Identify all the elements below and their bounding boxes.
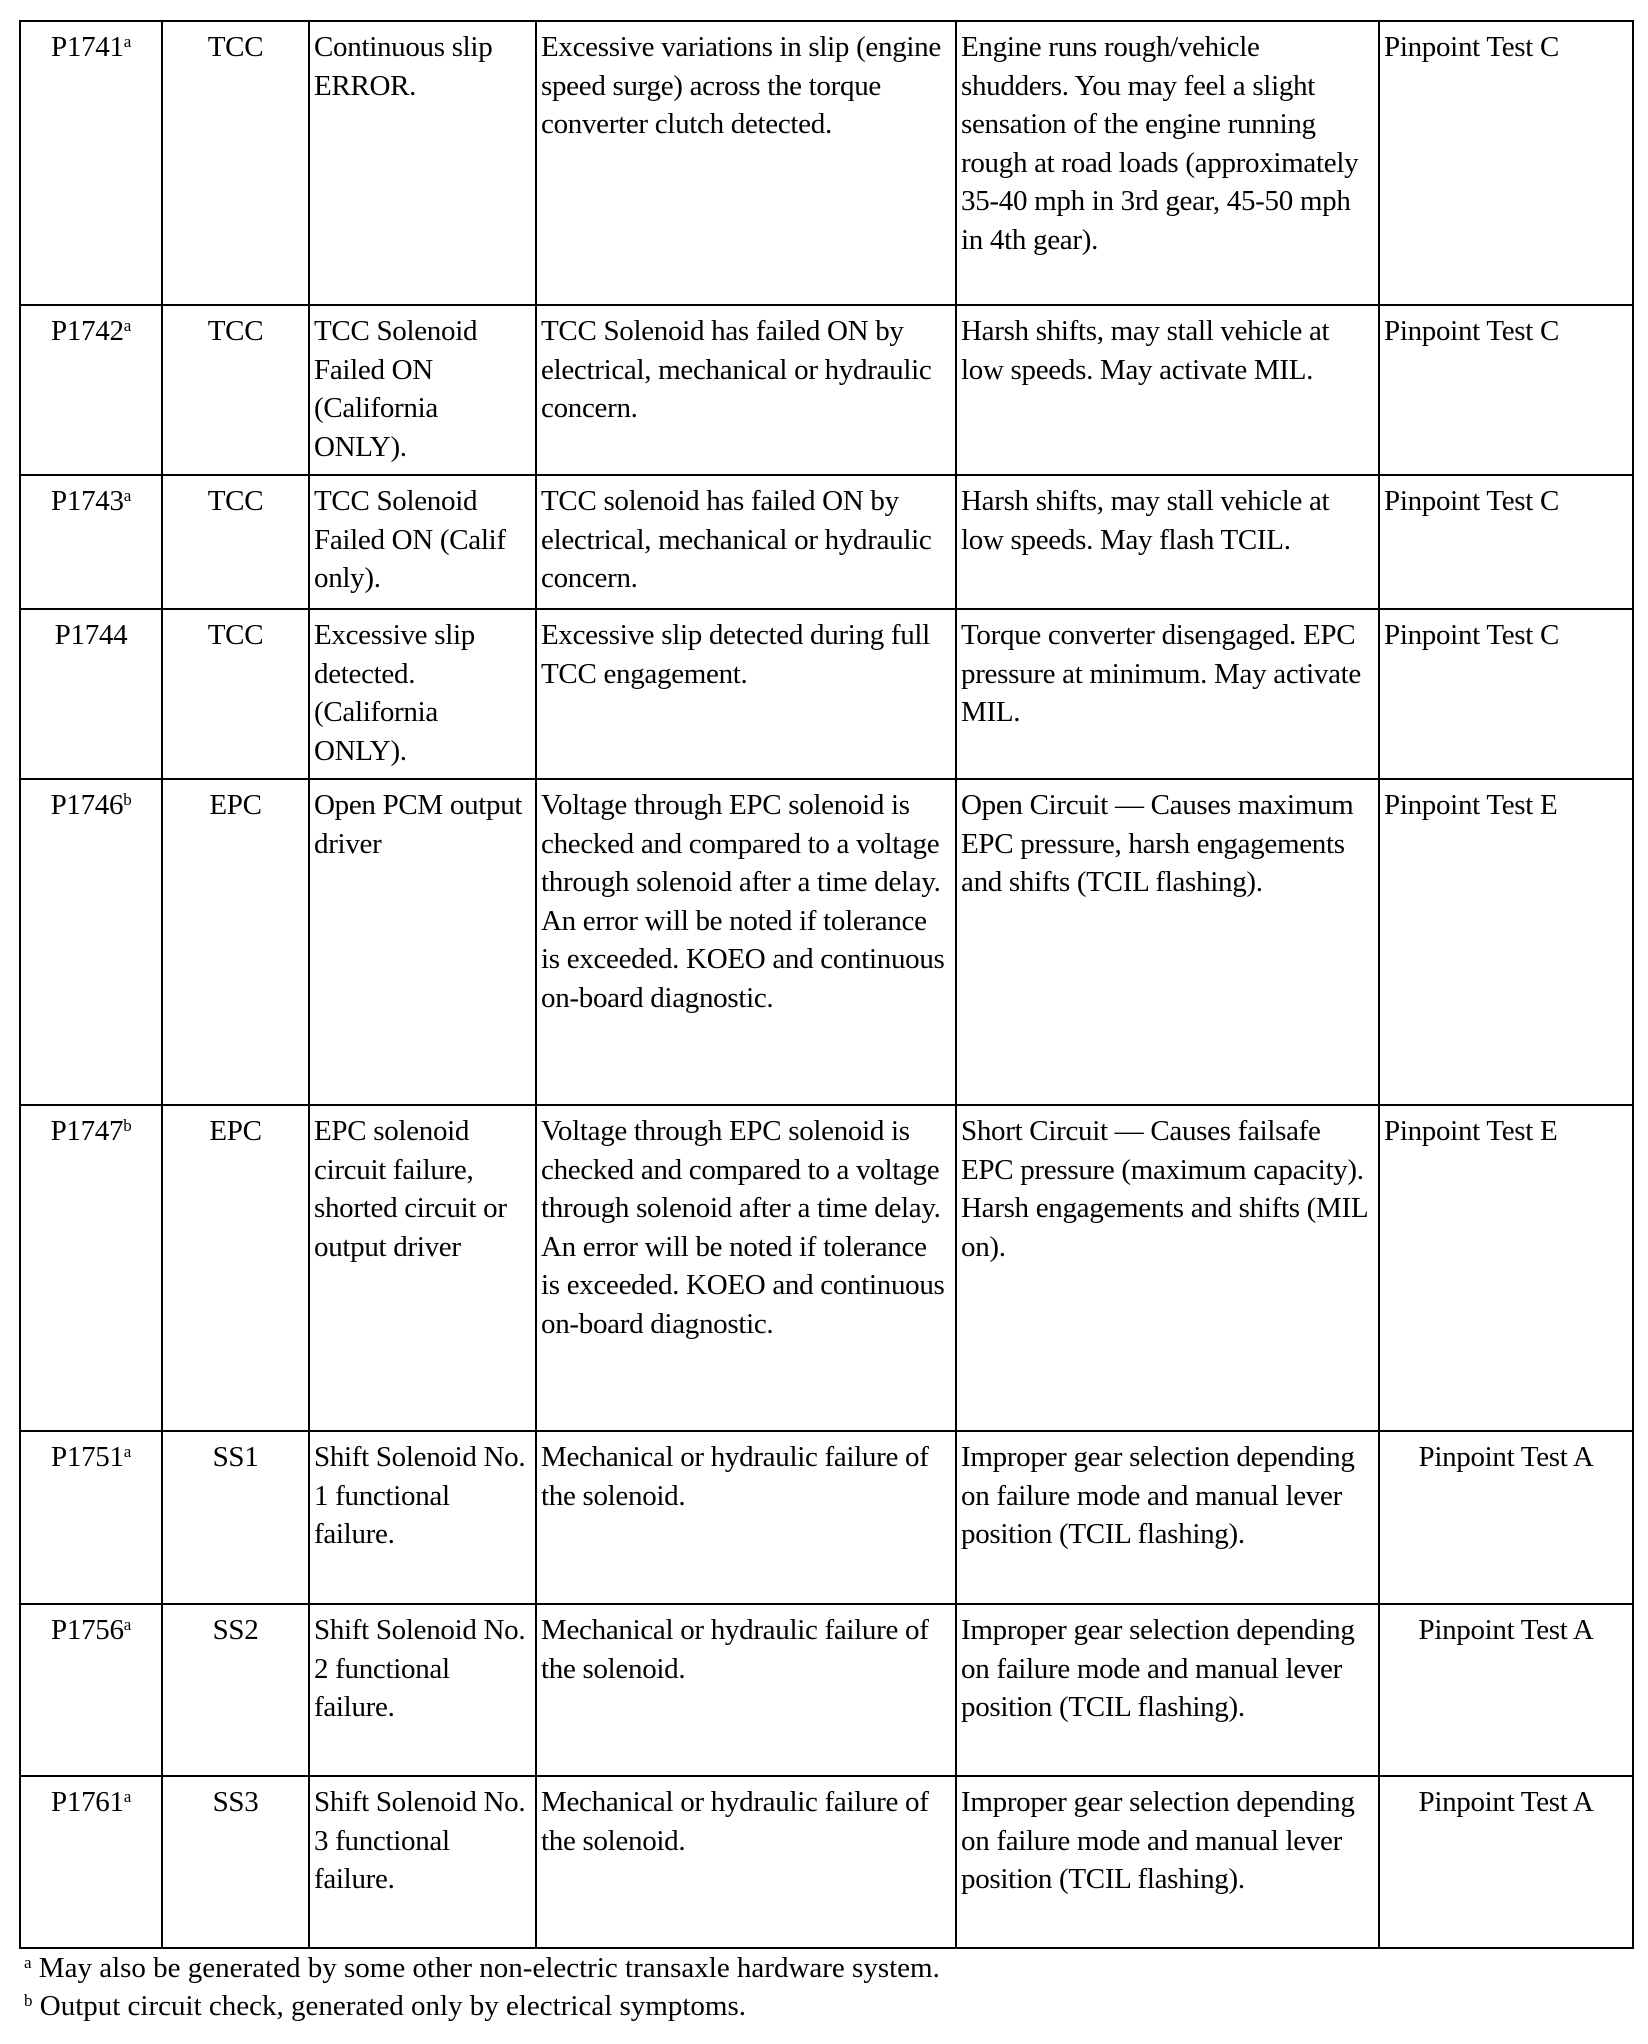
cell-condition [309,1431,536,1604]
condition-text: Continuous slip ERROR. [314,31,493,102]
cell-action [1379,1604,1633,1776]
component-text: TCC [207,31,264,63]
dtc-code-text: P1747 [50,1115,124,1147]
footnote-ref: a [123,316,131,335]
cell-description [536,1776,956,1948]
cell-dtc-code [20,1105,162,1431]
dtc-code-text: P1761 [51,1786,124,1818]
cell-action [1379,779,1633,1105]
cell-dtc-code [20,21,162,305]
cell-description [536,475,956,609]
footnote-ref: b [123,1116,132,1135]
symptom-text: Improper gear selection depending on failure mode and manual lever position (TCIL flashing). [961,1786,1355,1895]
action-text: Pinpoint Test A [1418,1614,1594,1646]
cell-symptom [956,305,1379,475]
footnote-ref: a [123,1615,131,1634]
cell-action [1379,1776,1633,1948]
action-text: Pinpoint Test A [1418,1441,1594,1473]
cell-condition [309,779,536,1105]
cell-component [162,21,309,305]
table-row [20,1604,1633,1776]
cell-dtc-code [20,305,162,475]
cell-action [1379,609,1633,779]
description-text: Excessive slip detected during full TCC engagement. [541,619,930,690]
cell-dtc-code [20,609,162,779]
footnote-ref: a [123,1787,131,1806]
action-text: Pinpoint Test E [1384,1115,1558,1147]
condition-text: Excessive slip detected. (California ONLY). [314,619,475,767]
dtc-code-text: P1744 [54,619,128,651]
table-row [20,305,1633,475]
action-text: Pinpoint Test C [1384,315,1560,347]
table-row [20,21,1633,305]
cell-description [536,609,956,779]
component-text: TCC [207,485,264,517]
component-text: TCC [207,619,264,651]
cell-component [162,609,309,779]
dtc-code-text: P1756 [51,1614,124,1646]
cell-symptom [956,1776,1379,1948]
cell-symptom [956,1604,1379,1776]
condition-text: Shift Solenoid No. 2 functional failure. [314,1614,526,1723]
cell-symptom [956,1431,1379,1604]
cell-component [162,1431,309,1604]
footnote-mark: b [24,1991,33,2010]
cell-symptom [956,609,1379,779]
cell-symptom [956,1105,1379,1431]
table-row [20,779,1633,1105]
cell-dtc-code [20,475,162,609]
description-text: Excessive variations in slip (engine speed surge) across the torque converter clutch detected. [541,31,941,140]
cell-action [1379,475,1633,609]
footnote-text: May also be generated by some other non-electric transaxle hardware system. [38,1952,940,1984]
table-row [20,609,1633,779]
cell-component [162,779,309,1105]
description-text: Mechanical or hydraulic failure of the solenoid. [541,1614,929,1685]
cell-dtc-code [20,1431,162,1604]
cell-condition [309,475,536,609]
cell-component [162,1776,309,1948]
cell-description [536,305,956,475]
condition-text: Shift Solenoid No. 1 functional failure. [314,1441,526,1550]
condition-text: EPC solenoid circuit failure, shorted circuit or output driver [314,1115,507,1263]
cell-symptom [956,475,1379,609]
cell-action [1379,21,1633,305]
cell-description [536,779,956,1105]
footnote-a [24,1950,940,1986]
cell-condition [309,1776,536,1948]
cell-symptom [956,21,1379,305]
symptom-text: Open Circuit — Causes maximum EPC pressure, harsh engagements and shifts (TCIL flashing). [961,789,1354,898]
description-text: Voltage through EPC solenoid is checked and compared to a voltage through solenoid after a time delay. An error will be noted if tolerance is exceeded. KOEO and continuous on-board diagnostic. [541,789,945,1014]
footnote-ref: b [123,790,132,809]
symptom-text: Improper gear selection depending on failure mode and manual lever position (TCIL flashing). [961,1441,1355,1550]
component-text: EPC [209,789,262,821]
cell-dtc-code [20,1604,162,1776]
action-text: Pinpoint Test E [1384,789,1558,821]
dtc-code-text: P1742 [51,315,124,347]
cell-component [162,1604,309,1776]
cell-component [162,1105,309,1431]
footnote-b [24,1988,746,2024]
footnote-ref: a [123,1442,131,1461]
dtc-code-text: P1751 [51,1441,124,1473]
dtc-code-text: P1746 [50,789,124,821]
cell-dtc-code [20,1776,162,1948]
footnote-ref: a [123,32,131,51]
symptom-text: Harsh shifts, may stall vehicle at low speeds. May flash TCIL. [961,485,1330,556]
action-text: Pinpoint Test C [1384,619,1560,651]
description-text: Mechanical or hydraulic failure of the solenoid. [541,1786,929,1857]
table-row [20,1431,1633,1604]
table-row [20,1105,1633,1431]
footnote-text: Output circuit check, generated only by electrical symptoms. [39,1990,746,2022]
action-text: Pinpoint Test C [1384,485,1560,517]
component-text: TCC [207,315,264,347]
table-row [20,1776,1633,1948]
symptom-text: Improper gear selection depending on failure mode and manual lever position (TCIL flashing). [961,1614,1355,1723]
cell-action [1379,305,1633,475]
symptom-text: Short Circuit — Causes failsafe EPC pressure (maximum capacity). Harsh engagements and shifts (MIL on). [961,1115,1368,1263]
component-text: SS1 [212,1441,259,1473]
symptom-text: Harsh shifts, may stall vehicle at low speeds. May activate MIL. [961,315,1330,386]
action-text: Pinpoint Test A [1418,1786,1594,1818]
footnote-mark: a [24,1953,32,1972]
cell-description [536,1105,956,1431]
condition-text: TCC Solenoid Failed ON (California ONLY). [314,315,478,463]
condition-text: Shift Solenoid No. 3 functional failure. [314,1786,526,1895]
component-text: SS3 [212,1786,259,1818]
cell-symptom [956,779,1379,1105]
cell-condition [309,609,536,779]
cell-component [162,475,309,609]
symptom-text: Torque converter disengaged. EPC pressure at minimum. May activate MIL. [961,619,1362,728]
condition-text: TCC Solenoid Failed ON (Calif only). [314,485,506,594]
description-text: Mechanical or hydraulic failure of the solenoid. [541,1441,929,1512]
component-text: SS2 [212,1614,259,1646]
dtc-table [19,20,1634,1949]
action-text: Pinpoint Test C [1384,31,1560,63]
cell-action [1379,1431,1633,1604]
cell-condition [309,1105,536,1431]
cell-condition [309,305,536,475]
symptom-text: Engine runs rough/vehicle shudders. You may feel a slight sensation of the engine running rough at road loads (approximately 35-40 mph in 3rd gear, 45-50 mph in 4th gear). [961,31,1359,256]
cell-dtc-code [20,779,162,1105]
condition-text: Open PCM output driver [314,789,523,860]
cell-component [162,305,309,475]
table-row [20,475,1633,609]
description-text: Voltage through EPC solenoid is checked and compared to a voltage through solenoid after a time delay. An error will be noted if tolerance is exceeded. KOEO and continuous on-board diagnostic. [541,1115,945,1340]
dtc-code-text: P1743 [51,485,124,517]
component-text: EPC [209,1115,262,1147]
footnote-ref: a [123,486,131,505]
cell-description [536,1604,956,1776]
description-text: TCC Solenoid has failed ON by electrical, mechanical or hydraulic concern. [541,315,932,424]
description-text: TCC solenoid has failed ON by electrical, mechanical or hydraulic concern. [541,485,932,594]
cell-description [536,1431,956,1604]
cell-condition [309,1604,536,1776]
cell-condition [309,21,536,305]
dtc-code-text: P1741 [51,31,124,63]
cell-description [536,21,956,305]
cell-action [1379,1105,1633,1431]
